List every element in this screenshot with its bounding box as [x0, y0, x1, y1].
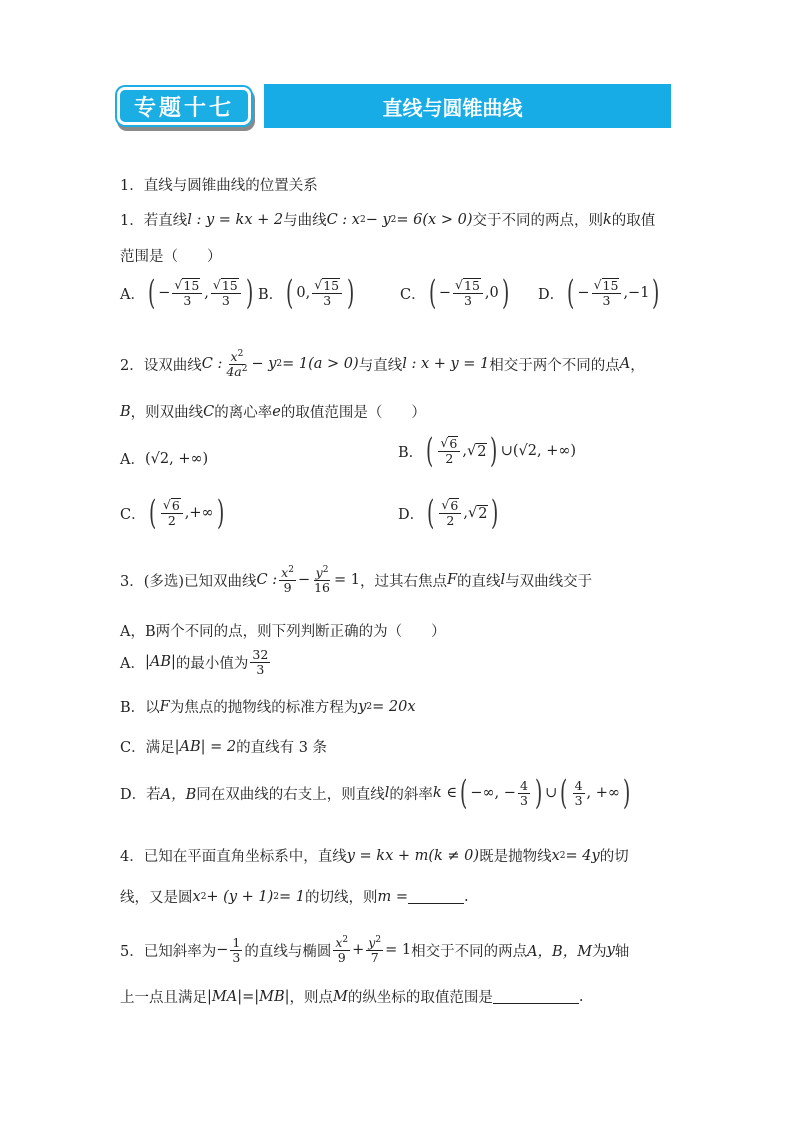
section-heading: 1．直线与圆锥曲线的位置关系 [120, 178, 318, 194]
q2-option-c: C． ( √ 6 2 , +∞ ) [120, 493, 224, 533]
q1-option-b: B． ( 0 , √ 15 3 ) [258, 273, 355, 313]
q3-option-c: C．满足 |AB| = 2 的直线有 3 条 [120, 738, 328, 756]
q5-stem-line2: 上一点且满足 |MA|=|MB| ，则点 M 的纵坐标的取值范围是 . [120, 988, 584, 1006]
q3-stem-line2: A，B两个不同的点，则下列判断正确的为（ ） [120, 624, 446, 640]
q4-stem-line2: 线，又是圆 x 2 + (y + 1) 2 = 1 的切线，则 m = . [120, 888, 469, 906]
topic-title: 直线与圆锥曲线 [264, 84, 671, 128]
q4-stem: 4．已知在平面直角坐标系中，直线 y = kx + m(k ≠ 0) 既是抛物线 x 2 = 4y 的切 [120, 847, 629, 865]
q2-option-a: A． (√2, +∞) [120, 450, 209, 468]
q3-option-b: B．以 F 为焦点的抛物线的标准方程为 y 2 = 20x [120, 698, 416, 716]
q5-answer-blank[interactable] [493, 989, 579, 1004]
q4-answer-blank[interactable] [408, 889, 464, 904]
q3-stem: 3．(多选)已知双曲线 C : $\frac{x^2}{9}$ − $\frac{y^2}{16}$ = 1 ，过其右焦点 F 的直线 l 与双曲线交于 [120, 565, 593, 595]
q2-option-b: B． ( √ 6 2 , √ 2 ) ∪ (√2, +∞) [398, 431, 577, 471]
q2-stem-line2: B ，则双曲线 C 的离心率 e 的取值范围是（ ） [120, 403, 426, 421]
q2-option-d: D． ( √ 6 2 , √ 2 ) [398, 493, 499, 533]
q1-stem-line2: 范围是（ ） [120, 249, 222, 265]
q1-option-c: C． ( − √ 15 3 , 0 ) [400, 273, 510, 313]
topic-banner [117, 84, 671, 128]
q1-stem: 1．若直线 l : y = kx + 2 与曲线 C : x 2 − y 2 = 6(x > 0) 交于不同的两点，则 k 的取值 [120, 211, 656, 229]
q3-option-a: A． |AB| 的最小值为 $\frac{32}{3}$ [120, 647, 269, 677]
q5-stem: 5．已知斜率为 − $\frac{1}{3}$ 的直线与椭圆 $\frac{x^2}{9}$ + $\frac{y^2}{7}$ = 1 相交于不同的两点 A，B，M 为 y 轴 [120, 935, 630, 965]
q1-option-a: A． ( − √ 15 3 , √ 15 3 ) [120, 273, 254, 313]
q3-option-d: D．若 A，B 同在双曲线的右支上，则直线 l 的斜率 k ∈ ( −∞, − $\frac{4}{3}$ ) ∪ ( $\frac{4}{3}$ , +∞ ) [120, 773, 631, 813]
q2-stem: 2．设双曲线 C : $\frac{x^2}{4a^2}$ − y 2 = 1(a > 0) 与直线 l : x + y = 1 相交于两个不同的点 A ， [120, 349, 645, 380]
q1-option-d: D． ( − √ 15 3 , −1 ) [538, 273, 660, 313]
topic-tag: 专题十七 [117, 87, 251, 125]
